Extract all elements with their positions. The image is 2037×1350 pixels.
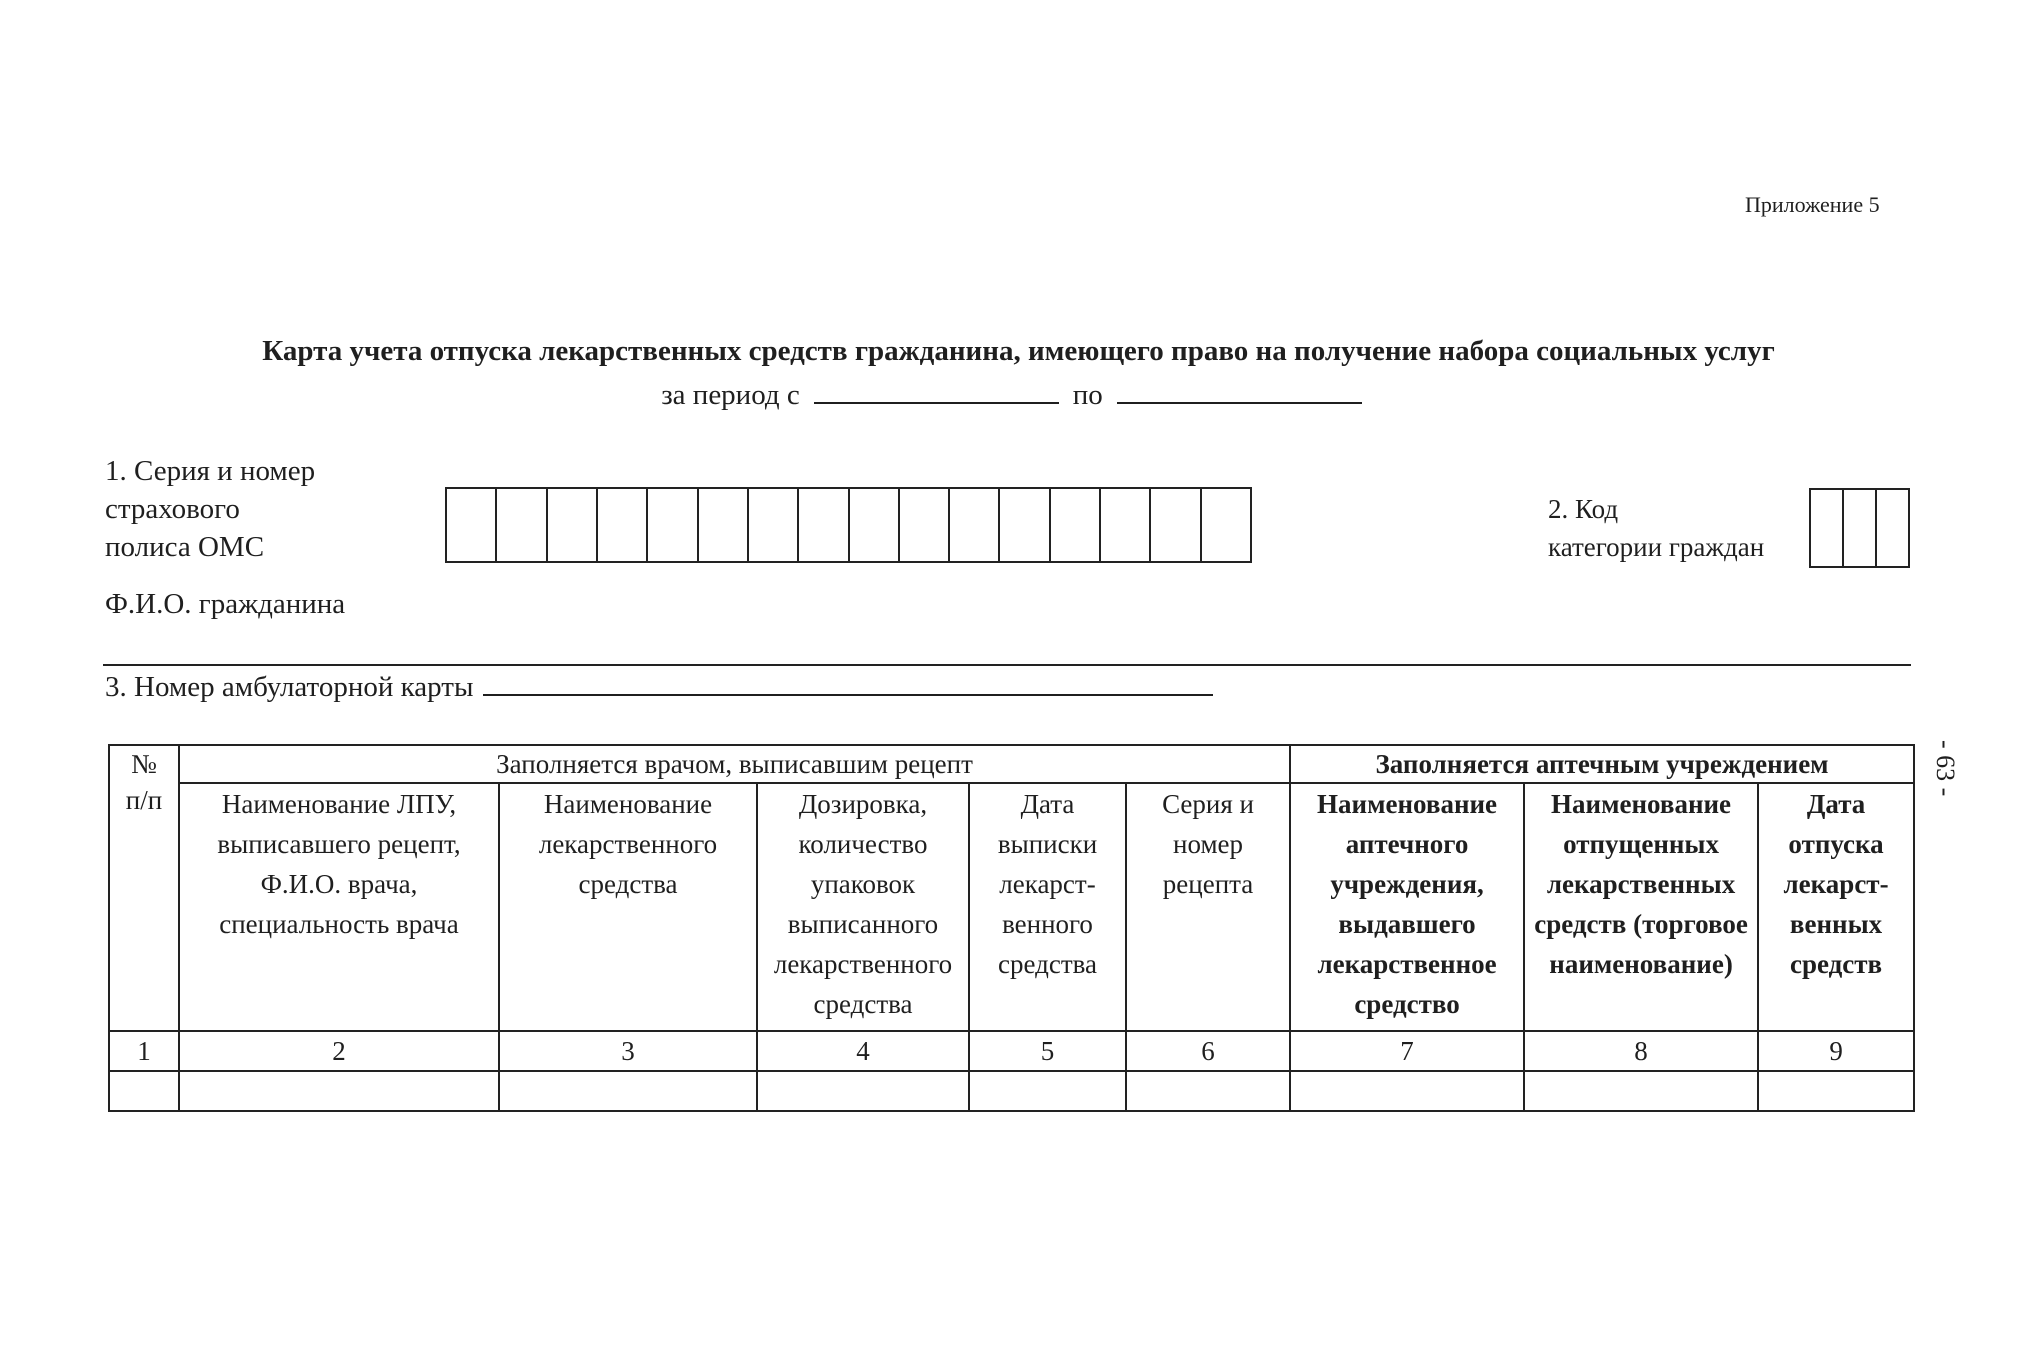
dispensing-table	[108, 744, 1915, 1112]
policy-label	[105, 452, 405, 566]
category-label-line: категории граждан	[1548, 532, 1765, 562]
category-digit-box[interactable]	[1877, 490, 1908, 566]
period-line	[0, 378, 2037, 412]
column-header-4	[757, 783, 969, 1031]
policy-digit-box[interactable]	[598, 489, 648, 561]
pharmacy-group-header: Заполняется аптечным учреждением	[1290, 745, 1914, 783]
column-number: 7	[1290, 1031, 1524, 1071]
period-from-label: за период с	[661, 379, 800, 411]
column-header-line: Ф.И.О. врача,	[260, 869, 418, 899]
table-entry-cell[interactable]	[969, 1071, 1126, 1111]
column-header-line: средств (торговое	[1534, 909, 1748, 939]
column-header-9	[1758, 783, 1914, 1031]
policy-digit-box[interactable]	[447, 489, 497, 561]
column-header-line: лекарст-	[1783, 869, 1889, 899]
table-entry-cell[interactable]	[1524, 1071, 1758, 1111]
form-title: Карта учета отпуска лекарственных средств гражданина, имеющего право на получение набора социальных услуг	[262, 335, 1775, 367]
num-header-line: п/п	[125, 785, 163, 815]
column-header-line: наименование)	[1549, 949, 1733, 979]
policy-label-line: полиса ОМС	[105, 531, 265, 563]
column-header-5	[969, 783, 1126, 1031]
policy-digit-box[interactable]	[1202, 489, 1250, 561]
column-header-line: выдавшего	[1338, 909, 1476, 939]
fio-label: Ф.И.О. гражданина	[105, 588, 346, 620]
column-header-line: Наименование	[1551, 789, 1732, 819]
num-header-line: №	[131, 749, 157, 779]
policy-digit-box[interactable]	[1151, 489, 1201, 561]
ambulatory-card-line	[105, 668, 1213, 704]
appendix-label: Приложение 5	[1745, 192, 1880, 217]
column-header-line: средство	[1354, 989, 1460, 1019]
policy-label-line: страхового	[105, 493, 240, 525]
column-number: 9	[1758, 1031, 1914, 1071]
policy-digit-box[interactable]	[1101, 489, 1151, 561]
period-to-label: по	[1072, 379, 1103, 411]
table-entry-cell[interactable]	[179, 1071, 499, 1111]
column-header-line: специальность врача	[219, 909, 459, 939]
column-header-line: Наименование ЛПУ,	[221, 789, 457, 819]
ambulatory-card-field[interactable]	[483, 668, 1213, 696]
column-header-line: Серия и	[1162, 789, 1254, 819]
policy-digit-box[interactable]	[749, 489, 799, 561]
column-header-line: лекарственных	[1546, 869, 1736, 899]
column-header-line: выписанного	[787, 909, 939, 939]
column-header-line: средства	[997, 949, 1097, 979]
category-digit-box[interactable]	[1811, 490, 1844, 566]
column-header-7	[1290, 783, 1524, 1031]
policy-digit-box[interactable]	[850, 489, 900, 561]
policy-digit-box[interactable]	[699, 489, 749, 561]
column-header-2	[179, 783, 499, 1031]
num-header	[109, 745, 179, 1031]
policy-digit-box[interactable]	[1000, 489, 1050, 561]
column-header-line: средств	[1790, 949, 1883, 979]
column-header-line: количество	[798, 829, 928, 859]
policy-number-boxes[interactable]	[445, 487, 1252, 563]
policy-digit-box[interactable]	[548, 489, 598, 561]
column-number: 4	[757, 1031, 969, 1071]
column-header-line: лекарственного	[773, 949, 953, 979]
column-header-line: лекарст-	[999, 869, 1096, 899]
category-label-line: 2. Код	[1548, 494, 1619, 524]
period-to-field[interactable]	[1117, 378, 1362, 404]
column-header-line: венных	[1789, 909, 1883, 939]
column-number: 5	[969, 1031, 1126, 1071]
policy-digit-box[interactable]	[900, 489, 950, 561]
period-from-field[interactable]	[814, 378, 1059, 404]
column-header-line: номер	[1173, 829, 1244, 859]
column-header-3	[499, 783, 757, 1031]
column-number: 8	[1524, 1031, 1758, 1071]
column-header-6	[1126, 783, 1290, 1031]
column-header-line: лекарственное	[1317, 949, 1497, 979]
column-header-line: средства	[813, 989, 913, 1019]
column-header-line: лекарственного	[538, 829, 718, 859]
column-header-line: выписавшего рецепт,	[217, 829, 461, 859]
ambulatory-card-label: 3. Номер амбулаторной карты	[105, 671, 474, 703]
column-header-line: отпуска	[1788, 829, 1884, 859]
table-entry-cell[interactable]	[1290, 1071, 1524, 1111]
column-header-line: учреждения,	[1330, 869, 1484, 899]
table-entry-cell[interactable]	[1758, 1071, 1914, 1111]
column-header-line: Дозировка,	[798, 789, 928, 819]
page-number: - 63 -	[1931, 740, 1960, 797]
policy-label-line: 1. Серия и номер	[105, 455, 316, 487]
column-number: 2	[179, 1031, 499, 1071]
column-header-line: средства	[578, 869, 678, 899]
policy-digit-box[interactable]	[799, 489, 849, 561]
column-header-line: упаковок	[810, 869, 916, 899]
category-code-boxes[interactable]	[1809, 488, 1910, 568]
column-header-line: Дата	[1020, 789, 1075, 819]
category-digit-box[interactable]	[1844, 490, 1877, 566]
column-header-line: Наименование	[543, 789, 713, 819]
table-entry-cell[interactable]	[1126, 1071, 1290, 1111]
column-header-line: Дата	[1806, 789, 1866, 819]
column-header-line: венного	[1002, 909, 1093, 939]
policy-digit-box[interactable]	[648, 489, 698, 561]
policy-digit-box[interactable]	[950, 489, 1000, 561]
column-header-line: выписки	[997, 829, 1098, 859]
column-number: 6	[1126, 1031, 1290, 1071]
table-entry-cell[interactable]	[109, 1071, 179, 1111]
column-header-line: аптечного	[1345, 829, 1469, 859]
column-header-line: Наименование	[1317, 789, 1498, 819]
policy-digit-box[interactable]	[497, 489, 547, 561]
column-header-line: отпущенных	[1563, 829, 1720, 859]
doctor-group-header: Заполняется врачом, выписавшим рецепт	[179, 745, 1290, 783]
table-entry-cell[interactable]	[499, 1071, 757, 1111]
fio-field-line[interactable]	[103, 664, 1911, 666]
category-code-label	[1548, 490, 1764, 566]
policy-digit-box[interactable]	[1051, 489, 1101, 561]
table-entry-cell[interactable]	[757, 1071, 969, 1111]
column-number: 1	[109, 1031, 179, 1071]
column-header-line: рецепта	[1162, 869, 1254, 899]
column-header-8	[1524, 783, 1758, 1031]
column-number: 3	[499, 1031, 757, 1071]
